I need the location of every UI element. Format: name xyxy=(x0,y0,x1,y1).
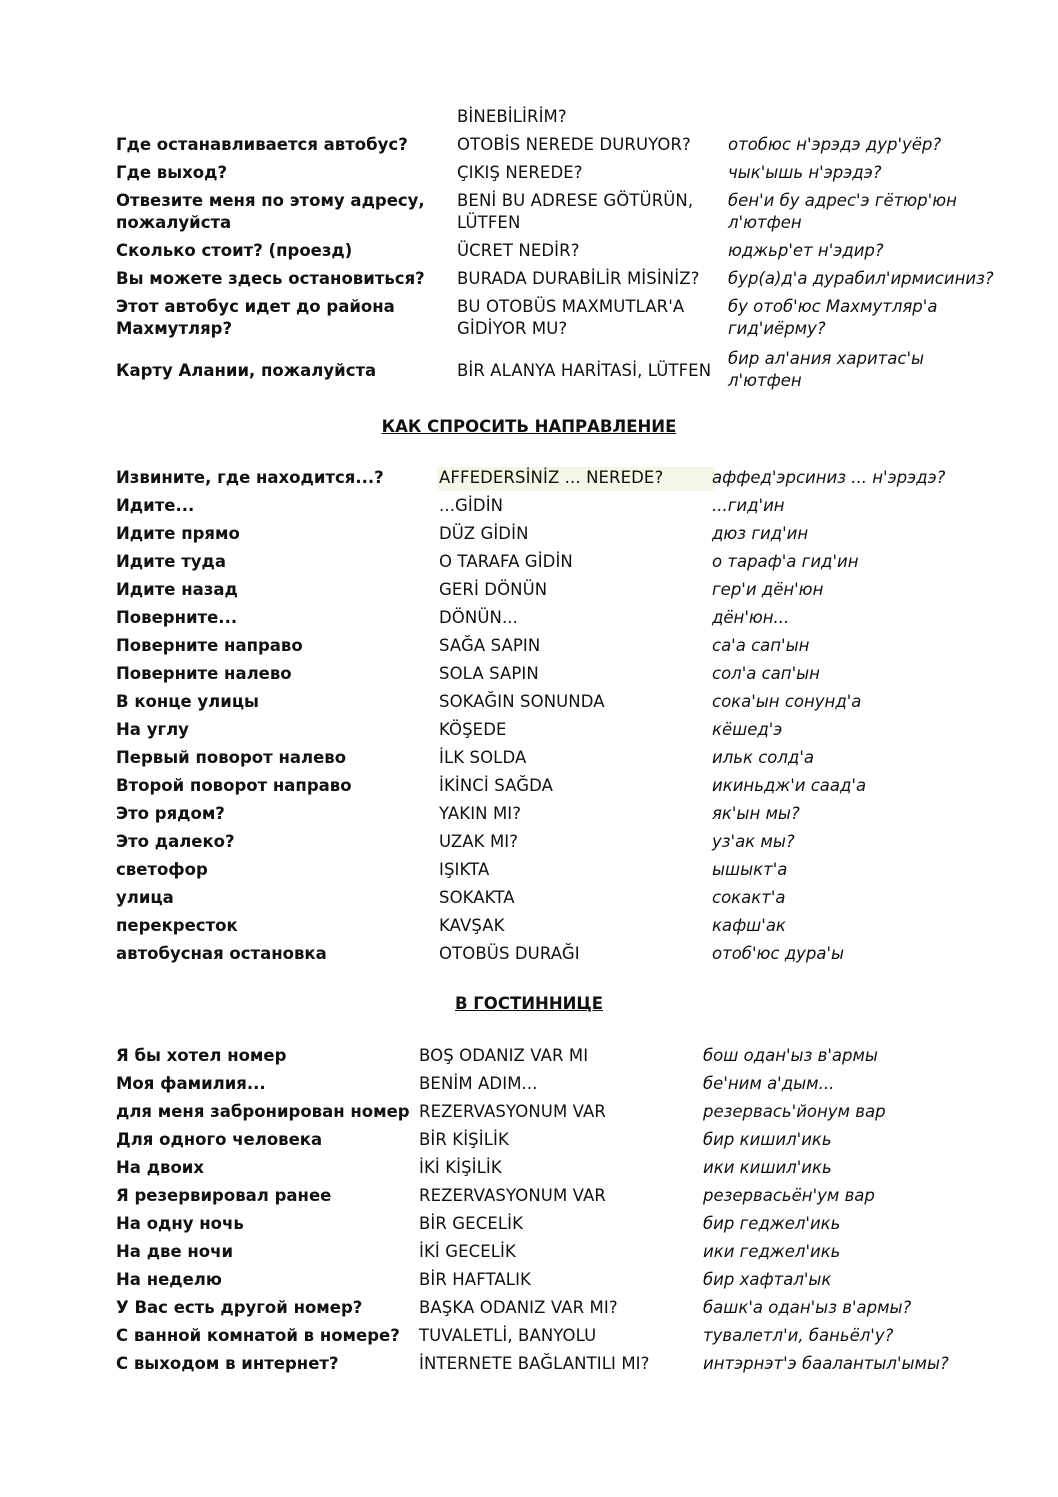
transcription: ильк солд'а xyxy=(712,748,814,767)
turkish-phrase: O TARAFA GİDİN xyxy=(439,552,573,571)
transcription: юджьр'ет н'эдир? xyxy=(728,241,884,260)
russian-phrase: Идите... xyxy=(116,496,195,515)
turkish-phrase: OTOBİS NEREDE DURUYOR? xyxy=(457,135,691,154)
table-row xyxy=(0,1325,1058,1353)
turkish-phrase: BAŞKA ODANIZ VAR MI? xyxy=(419,1298,618,1317)
table-row xyxy=(0,106,1058,128)
transcription: сол'а сап'ын xyxy=(712,664,820,683)
turkish-phrase: BOŞ ODANIZ VAR MI xyxy=(419,1046,589,1065)
russian-phrase: Извините, где находится...? xyxy=(116,468,384,487)
transcription: о тараф'а гид'ин xyxy=(712,552,859,571)
turkish-phrase: ÜCRET NEDİR? xyxy=(457,241,580,260)
russian-phrase: перекресток xyxy=(116,916,238,935)
turkish-phrase: KAVŞAK xyxy=(439,916,505,935)
transcription: са'а сап'ын xyxy=(712,636,810,655)
russian-phrase: На одну ночь xyxy=(116,1214,244,1233)
transcription: сокакт'а xyxy=(712,888,786,907)
transcription: бир геджел'икь xyxy=(703,1214,841,1233)
section-transport xyxy=(0,106,1058,398)
table-row xyxy=(0,467,1058,495)
turkish-phrase: YAKIN MI? xyxy=(439,804,522,823)
table-row xyxy=(0,1185,1058,1213)
russian-phrase: Я бы хотел номер xyxy=(116,1046,287,1065)
table-row xyxy=(0,1269,1058,1297)
table-row xyxy=(0,296,1058,346)
russian-phrase: Карту Алании, пожалуйста xyxy=(116,361,377,380)
russian-phrase: Второй поворот направо xyxy=(116,776,352,795)
section-hotel xyxy=(0,1045,1058,1381)
table-row xyxy=(0,1101,1058,1129)
russian-phrase: У Вас есть другой номер? xyxy=(116,1298,363,1317)
turkish-phrase: ...GİDİN xyxy=(439,496,504,515)
table-row xyxy=(0,190,1058,240)
turkish-phrase: IŞIKTA xyxy=(439,860,490,879)
transcription: бен'и бу адрес'э гётюр'юн л'ютфен xyxy=(728,191,957,232)
transcription: кёшед'э xyxy=(712,720,783,739)
table-row xyxy=(0,1045,1058,1073)
russian-phrase: Идите назад xyxy=(116,580,238,599)
table-row xyxy=(0,1353,1058,1381)
table-row xyxy=(0,635,1058,663)
turkish-phrase: SOKAĞIN SONUNDA xyxy=(439,692,605,711)
russian-phrase: На двоих xyxy=(116,1158,204,1177)
turkish-phrase: BİR GECELİK xyxy=(419,1214,524,1233)
russian-phrase: Я резервировал ранее xyxy=(116,1186,332,1205)
russian-phrase: На неделю xyxy=(116,1270,222,1289)
section-heading-directions: КАК СПРОСИТЬ НАПРАВЛЕНИЕ xyxy=(381,417,677,436)
russian-phrase: Для одного человека xyxy=(116,1130,323,1149)
transcription: икиньдж'и саад'а xyxy=(712,776,867,795)
turkish-phrase: BENİM ADIM... xyxy=(419,1074,538,1093)
russian-phrase: Вы можете здесь остановиться? xyxy=(116,269,425,288)
turkish-phrase: DÜZ GİDİN xyxy=(439,524,529,543)
table-row xyxy=(0,134,1058,162)
table-row xyxy=(0,1073,1058,1101)
table-row xyxy=(0,691,1058,719)
turkish-phrase: AFFEDERSİNİZ ... NEREDE? xyxy=(437,467,715,491)
russian-phrase: Моя фамилия... xyxy=(116,1074,266,1093)
russian-phrase: С выходом в интернет? xyxy=(116,1354,339,1373)
transcription: тувалетл'и, баньёл'у? xyxy=(703,1326,894,1345)
table-row xyxy=(0,268,1058,296)
turkish-phrase: REZERVASYONUM VAR xyxy=(419,1186,606,1205)
transcription: уз'ак мы? xyxy=(712,832,795,851)
transcription: бир кишил'икь xyxy=(703,1130,832,1149)
transcription: ...гид'ин xyxy=(712,496,785,515)
transcription: сока'ын сонунд'а xyxy=(712,692,862,711)
turkish-phrase: SAĞA SAPIN xyxy=(439,636,541,655)
table-row xyxy=(0,803,1058,831)
transcription: гер'и дён'юн xyxy=(712,580,824,599)
table-row xyxy=(0,1157,1058,1185)
transcription: аффед'эрсиниз ... н'эрэдэ? xyxy=(712,468,946,487)
transcription: ышыкт'а xyxy=(712,860,788,879)
transcription: интэрнэт'э баалантыл'ымы? xyxy=(703,1354,949,1373)
transcription: ики геджел'икь xyxy=(703,1242,841,1261)
transcription: чык'ышь н'эрэдэ? xyxy=(728,163,882,182)
table-row xyxy=(0,915,1058,943)
turkish-phrase: İNTERNETE BAĞLANTILI MI? xyxy=(419,1354,650,1373)
russian-phrase: Сколько стоит? (проезд) xyxy=(116,241,353,260)
transcription: ики кишил'икь xyxy=(703,1158,832,1177)
russian-phrase: Идите прямо xyxy=(116,524,240,543)
transcription: бош одан'ыз в'армы xyxy=(703,1046,878,1065)
russian-phrase: Поверните налево xyxy=(116,664,292,683)
turkish-phrase: DÖNÜN... xyxy=(439,608,518,627)
table-row xyxy=(0,162,1058,190)
russian-phrase: Поверните... xyxy=(116,608,238,627)
table-row xyxy=(0,1129,1058,1157)
transcription: отобюс н'эрэдэ дур'уёр? xyxy=(728,135,942,154)
table-row xyxy=(0,859,1058,887)
russian-phrase: автобусная остановка xyxy=(116,944,327,963)
turkish-phrase: BENİ BU ADRESE GÖTÜRÜN, LÜTFEN xyxy=(457,191,694,232)
transcription: башк'а одан'ыз в'армы? xyxy=(703,1298,912,1317)
table-row xyxy=(0,719,1058,747)
transcription: бир хафтал'ык xyxy=(703,1270,832,1289)
section-heading-hotel: В ГОСТИННИЦЕ xyxy=(454,994,604,1013)
table-row xyxy=(0,523,1058,551)
russian-phrase: В конце улицы xyxy=(116,692,259,711)
turkish-phrase: UZAK MI? xyxy=(439,832,519,851)
section-directions xyxy=(0,467,1058,971)
russian-phrase: Отвезите меня по этому адресу, пожалуйста xyxy=(116,191,425,232)
turkish-phrase: TUVALETLİ, BANYOLU xyxy=(419,1326,597,1345)
table-row xyxy=(0,551,1058,579)
russian-phrase: Этот автобус идет до района Махмутляр? xyxy=(116,297,395,338)
turkish-phrase: REZERVASYONUM VAR xyxy=(419,1102,606,1121)
table-row xyxy=(0,663,1058,691)
transcription: дён'юн... xyxy=(712,608,790,627)
table-row xyxy=(0,495,1058,523)
russian-phrase: Где останавливается автобус? xyxy=(116,135,408,154)
turkish-phrase: İKİ KİŞİLİK xyxy=(419,1158,502,1177)
table-row xyxy=(0,887,1058,915)
turkish-phrase: BİR HAFTALIK xyxy=(419,1270,531,1289)
russian-phrase: улица xyxy=(116,888,174,907)
turkish-phrase: GERİ DÖNÜN xyxy=(439,580,548,599)
table-row xyxy=(0,747,1058,775)
russian-phrase: На две ночи xyxy=(116,1242,234,1261)
transcription: бур(а)д'а дурабил'ирмисиниз? xyxy=(728,269,994,288)
table-row xyxy=(0,831,1058,859)
transcription: резервась'йонум вар xyxy=(703,1102,886,1121)
russian-phrase: Поверните направо xyxy=(116,636,303,655)
turkish-phrase: SOKAKTA xyxy=(439,888,515,907)
table-row xyxy=(0,943,1058,971)
table-row xyxy=(0,579,1058,607)
turkish-phrase: BİR ALANYA HARİTASİ, LÜTFEN xyxy=(457,361,712,380)
table-row xyxy=(0,775,1058,803)
turkish-phrase: İLK SOLDA xyxy=(439,748,527,767)
turkish-phrase: İKİ GECELİK xyxy=(419,1242,516,1261)
russian-phrase: Это далеко? xyxy=(116,832,235,851)
turkish-phrase: İKİNCİ SAĞDA xyxy=(439,776,553,795)
russian-phrase: Идите туда xyxy=(116,552,226,571)
russian-phrase: Первый поворот налево xyxy=(116,748,347,767)
table-row xyxy=(0,240,1058,268)
turkish-phrase: BURADA DURABİLİR MİSİNİZ? xyxy=(457,269,700,288)
table-row xyxy=(0,607,1058,635)
russian-phrase: С ванной комнатой в номере? xyxy=(116,1326,400,1345)
transcription: бир ал'ания харитас'ы л'ютфен xyxy=(728,349,925,390)
russian-phrase: для меня забронирован номер xyxy=(116,1102,410,1121)
russian-phrase: На углу xyxy=(116,720,189,739)
transcription: отоб'юс дура'ы xyxy=(712,944,845,963)
turkish-phrase: ÇIKIŞ NEREDE? xyxy=(457,163,583,182)
table-row xyxy=(0,1241,1058,1269)
table-row xyxy=(0,1297,1058,1325)
turkish-phrase: BİNEBİLİRİM? xyxy=(457,107,567,126)
transcription: бу отоб'юс Махмутляр'а гид'иёрму? xyxy=(728,297,938,338)
transcription: кафш'ак xyxy=(712,916,786,935)
table-row xyxy=(0,1213,1058,1241)
russian-phrase: светофор xyxy=(116,860,208,879)
russian-phrase: Где выход? xyxy=(116,163,228,182)
russian-phrase: Это рядом? xyxy=(116,804,225,823)
transcription: бе'ним а'дым... xyxy=(703,1074,835,1093)
transcription: як'ын мы? xyxy=(712,804,800,823)
turkish-phrase: SOLA SAPIN xyxy=(439,664,539,683)
table-row xyxy=(0,348,1058,398)
turkish-phrase: OTOBÜS DURAĞI xyxy=(439,944,580,963)
turkish-phrase: BU OTOBÜS MAXMUTLAR'A GİDİYOR MU? xyxy=(457,297,685,338)
transcription: дюз гид'ин xyxy=(712,524,809,543)
turkish-phrase: KÖŞEDE xyxy=(439,720,507,739)
turkish-phrase: BİR KİŞİLİK xyxy=(419,1130,509,1149)
transcription: резервасьён'ум вар xyxy=(703,1186,875,1205)
